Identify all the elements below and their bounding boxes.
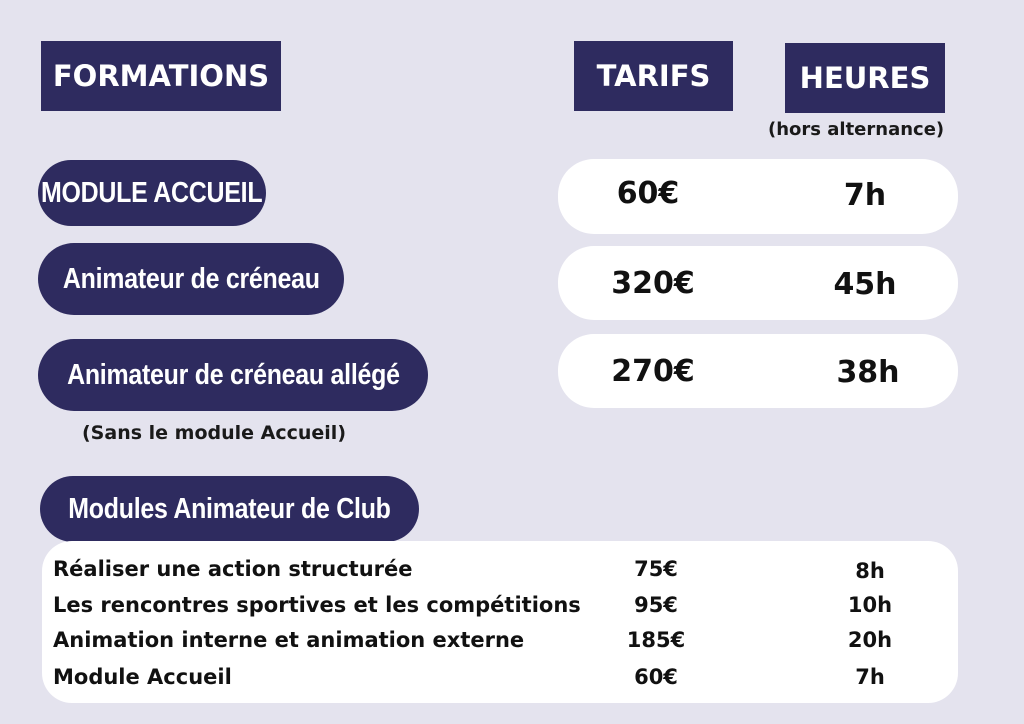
formation-hours: 45h [833,267,897,302]
formation-price: 320€ [611,266,695,301]
club-module-hours: 8h [855,559,885,583]
club-module-hours: 10h [847,593,893,617]
club-module-price: 60€ [634,665,678,689]
formation-price: 270€ [611,354,695,389]
club-module-price: 75€ [634,557,678,581]
formation-pill-animateur-creneau [38,243,344,315]
club-module-label: Réaliser une action structurée [53,557,413,581]
formation-label: MODULE ACCUEIL [41,176,263,209]
formation-hours: 38h [836,355,900,390]
heures-header [785,43,945,113]
formation-price: 60€ [616,176,680,211]
formation-pill-animateur-creneau-allege [38,339,428,411]
club-module-label: Animation interne et animation externe [53,628,525,652]
club-modules-title [40,476,419,542]
formation-pill-module-accueil [38,160,266,226]
club-module-label: Les rencontres sportives et les compétitions [53,593,581,617]
club-module-price: 95€ [634,593,678,617]
club-module-label: Module Accueil [53,665,232,689]
formation-hours: 7h [843,178,887,213]
hours-note: (hors alternance) [768,119,945,140]
formations-header-label: FORMATIONS [52,59,270,93]
heures-header-label: HEURES [799,61,931,95]
club-module-hours: 20h [847,628,893,652]
club-module-price: 185€ [626,628,686,652]
club-modules-title-label: Modules Animateur de Club [68,492,391,525]
tarifs-header [574,41,733,111]
formation-note: (Sans le module Accueil) [82,422,346,444]
formation-label: Animateur de créneau [62,262,320,295]
tarifs-header-label: TARIFS [596,59,711,93]
club-module-hours: 7h [855,665,885,689]
formation-label: Animateur de créneau allégé [66,358,400,391]
formations-header [41,41,281,111]
